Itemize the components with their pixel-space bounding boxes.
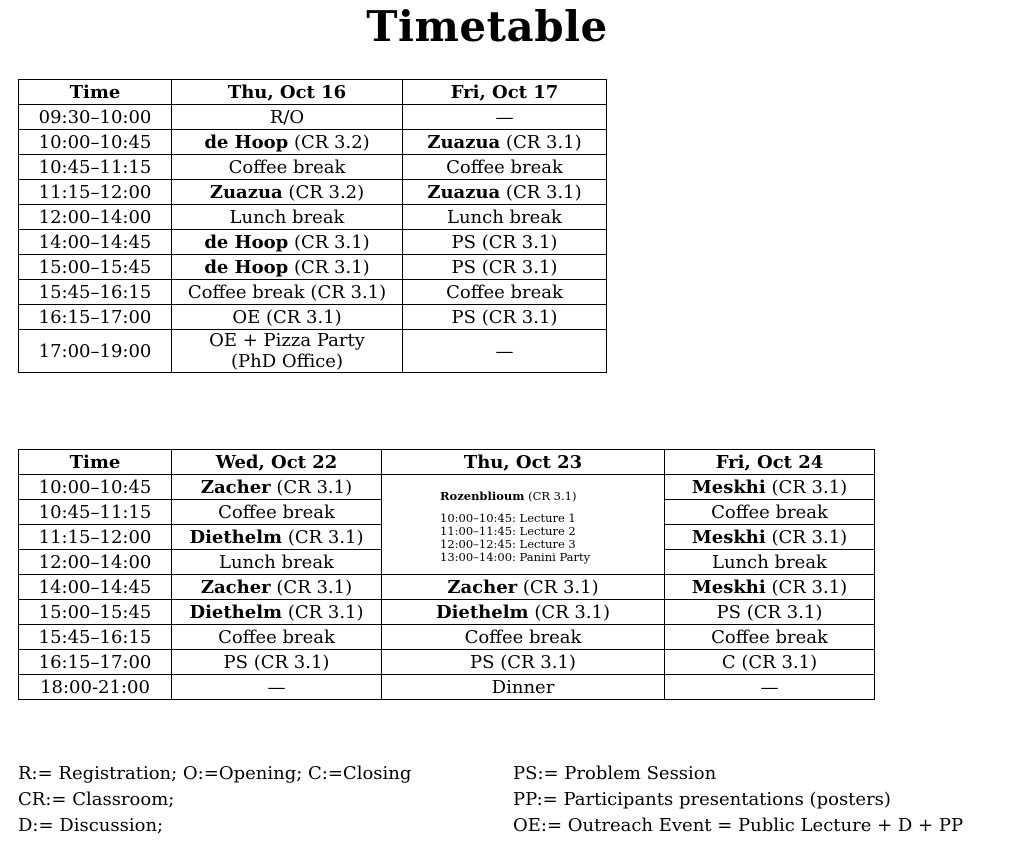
speaker-name: de Hoop bbox=[204, 131, 289, 153]
session-cell: Coffee break bbox=[665, 625, 875, 650]
time-cell: 10:00–10:45 bbox=[19, 130, 172, 155]
session-cell: PS (CR 3.1) bbox=[403, 305, 607, 330]
speaker-name: Diethelm bbox=[189, 601, 283, 623]
timetable-week-2 bbox=[18, 449, 875, 700]
time-cell: 18:00-21:00 bbox=[19, 675, 172, 700]
timetable-week-1 bbox=[18, 79, 607, 373]
room-label: (CR 3.1) bbox=[528, 601, 611, 623]
session-cell bbox=[172, 255, 403, 280]
column-header: Time bbox=[19, 450, 172, 475]
speaker-name: Zacher bbox=[200, 576, 271, 598]
session-cell: OE (CR 3.1) bbox=[172, 305, 403, 330]
room-label: (CR 3.1) bbox=[288, 231, 370, 253]
table-header-row bbox=[19, 450, 875, 475]
session-cell bbox=[382, 575, 665, 600]
session-cell: Coffee break bbox=[665, 500, 875, 525]
time-cell: 16:15–17:00 bbox=[19, 650, 172, 675]
lecture-series-title bbox=[440, 486, 664, 507]
session-cell: — bbox=[403, 105, 607, 130]
room-label: (CR 3.1) bbox=[765, 526, 848, 548]
session-cell: Coffee break bbox=[382, 625, 665, 650]
session-cell: Coffee break (CR 3.1) bbox=[172, 280, 403, 305]
room-label: (CR 3.1) bbox=[517, 576, 599, 598]
legend-item: PP:= Participants presentations (posters) bbox=[513, 789, 891, 810]
session-cell: PS (CR 3.1) bbox=[382, 650, 665, 675]
session-cell: PS (CR 3.1) bbox=[403, 255, 607, 280]
lecture-item: 10:00–10:45: Lecture 1 bbox=[440, 510, 576, 525]
session-cell: Coffee break bbox=[172, 625, 382, 650]
room-label: (CR 3.2) bbox=[282, 181, 365, 203]
table-row bbox=[19, 305, 607, 330]
session-cell: Coffee break bbox=[172, 500, 382, 525]
legend-right bbox=[513, 761, 963, 839]
session-cell: Lunch break bbox=[665, 550, 875, 575]
table-row bbox=[19, 230, 607, 255]
lecture-item: 13:00–14:00: Panini Party bbox=[440, 549, 591, 564]
room-label: (CR 3.1) bbox=[282, 526, 364, 548]
table-row bbox=[19, 600, 875, 625]
time-cell: 14:00–14:45 bbox=[19, 230, 172, 255]
legend-item: D:= Discussion; bbox=[18, 815, 164, 836]
speaker-name: Zacher bbox=[200, 476, 271, 498]
session-cell bbox=[665, 475, 875, 500]
speaker-name: Meskhi bbox=[691, 576, 766, 598]
session-cell bbox=[172, 475, 382, 500]
session-cell: Coffee break bbox=[172, 155, 403, 180]
room-label: (CR 3.1) bbox=[765, 576, 848, 598]
speaker-name: Zuazua bbox=[209, 181, 283, 203]
room-label: (CR 3.2) bbox=[288, 131, 370, 153]
column-header: Time bbox=[19, 80, 172, 105]
session-cell: PS (CR 3.1) bbox=[665, 600, 875, 625]
time-cell: 12:00–14:00 bbox=[19, 205, 172, 230]
column-header: Fri, Oct 24 bbox=[665, 450, 875, 475]
time-cell: 12:00–14:00 bbox=[19, 550, 172, 575]
time-cell: 15:00–15:45 bbox=[19, 255, 172, 280]
table-row bbox=[19, 155, 607, 180]
legend-item: CR:= Classroom; bbox=[18, 789, 175, 810]
session-cell: — bbox=[403, 330, 607, 373]
session-cell bbox=[172, 230, 403, 255]
time-cell: 09:30–10:00 bbox=[19, 105, 172, 130]
table-row bbox=[19, 330, 607, 373]
time-cell: 11:15–12:00 bbox=[19, 180, 172, 205]
room-label: (CR 3.1) bbox=[282, 601, 364, 623]
speaker-name: Diethelm bbox=[189, 526, 283, 548]
legend-item: R:= Registration; O:=Opening; C:=Closing bbox=[18, 763, 412, 784]
room-label: (CR 3.1) bbox=[524, 488, 577, 503]
session-cell: Dinner bbox=[382, 675, 665, 700]
session-cell: R/O bbox=[172, 105, 403, 130]
room-label: (CR 3.1) bbox=[288, 256, 370, 278]
session-cell: — bbox=[665, 675, 875, 700]
session-cell: PS (CR 3.1) bbox=[403, 230, 607, 255]
time-cell: 17:00–19:00 bbox=[19, 330, 172, 373]
session-cell bbox=[172, 180, 403, 205]
column-header: Thu, Oct 23 bbox=[382, 450, 665, 475]
time-cell: 15:45–16:15 bbox=[19, 625, 172, 650]
session-cell: Coffee break bbox=[403, 155, 607, 180]
speaker-name: Zuazua bbox=[427, 131, 501, 153]
time-cell: 15:45–16:15 bbox=[19, 280, 172, 305]
session-cell bbox=[403, 130, 607, 155]
column-header: Wed, Oct 22 bbox=[172, 450, 382, 475]
time-cell: 11:15–12:00 bbox=[19, 525, 172, 550]
session-cell bbox=[665, 525, 875, 550]
session-cell bbox=[172, 330, 403, 373]
session-cell: C (CR 3.1) bbox=[665, 650, 875, 675]
table-row bbox=[19, 280, 607, 305]
legend-item: OE:= Outreach Event = Public Lecture + D + PP bbox=[513, 815, 964, 836]
speaker-name: Zuazua bbox=[427, 181, 501, 203]
lecture-item: 12:00–12:45: Lecture 3 bbox=[440, 536, 576, 551]
time-cell: 16:15–17:00 bbox=[19, 305, 172, 330]
table-row bbox=[19, 105, 607, 130]
speaker-name: de Hoop bbox=[204, 256, 289, 278]
room-label: (CR 3.1) bbox=[765, 476, 848, 498]
table-row bbox=[19, 650, 875, 675]
legend-item: PS:= Problem Session bbox=[513, 763, 717, 784]
session-cell: Coffee break bbox=[403, 280, 607, 305]
table-row bbox=[19, 130, 607, 155]
session-cell bbox=[403, 180, 607, 205]
lecture-item: 11:00–11:45: Lecture 2 bbox=[440, 523, 576, 538]
session-cell bbox=[382, 600, 665, 625]
table-row bbox=[19, 205, 607, 230]
time-cell: 15:00–15:45 bbox=[19, 600, 172, 625]
session-line: (PhD Office) bbox=[231, 351, 343, 372]
speaker-name: Meskhi bbox=[691, 526, 766, 548]
table-row bbox=[19, 255, 607, 280]
column-header: Fri, Oct 17 bbox=[403, 80, 607, 105]
session-cell bbox=[665, 575, 875, 600]
table-row bbox=[19, 575, 875, 600]
table-header-row bbox=[19, 80, 607, 105]
column-header: Thu, Oct 16 bbox=[172, 80, 403, 105]
room-label: (CR 3.1) bbox=[270, 476, 353, 498]
session-cell: — bbox=[172, 675, 382, 700]
session-cell bbox=[172, 130, 403, 155]
session-cell: Lunch break bbox=[172, 550, 382, 575]
time-cell: 10:45–11:15 bbox=[19, 155, 172, 180]
session-cell bbox=[172, 525, 382, 550]
session-cell: Lunch break bbox=[403, 205, 607, 230]
room-label: (CR 3.1) bbox=[270, 576, 353, 598]
page-title: Timetable bbox=[366, 2, 608, 51]
time-cell: 14:00–14:45 bbox=[19, 575, 172, 600]
speaker-name: Rozenblioum bbox=[440, 488, 525, 503]
speaker-name: Diethelm bbox=[435, 601, 529, 623]
legend-left bbox=[18, 761, 411, 839]
session-cell: PS (CR 3.1) bbox=[172, 650, 382, 675]
speaker-name: Meskhi bbox=[691, 476, 766, 498]
session-cell bbox=[172, 600, 382, 625]
table-row bbox=[19, 625, 875, 650]
session-cell bbox=[172, 575, 382, 600]
table-row bbox=[19, 180, 607, 205]
speaker-name: de Hoop bbox=[204, 231, 289, 253]
lecture-series-cell bbox=[382, 475, 665, 575]
time-cell: 10:45–11:15 bbox=[19, 500, 172, 525]
speaker-name: Zacher bbox=[447, 576, 518, 598]
table-row bbox=[19, 475, 875, 500]
time-cell: 10:00–10:45 bbox=[19, 475, 172, 500]
session-cell: Lunch break bbox=[172, 205, 403, 230]
room-label: (CR 3.1) bbox=[500, 131, 582, 153]
room-label: (CR 3.1) bbox=[500, 181, 582, 203]
session-line: OE + Pizza Party bbox=[209, 330, 365, 351]
table-row bbox=[19, 675, 875, 700]
